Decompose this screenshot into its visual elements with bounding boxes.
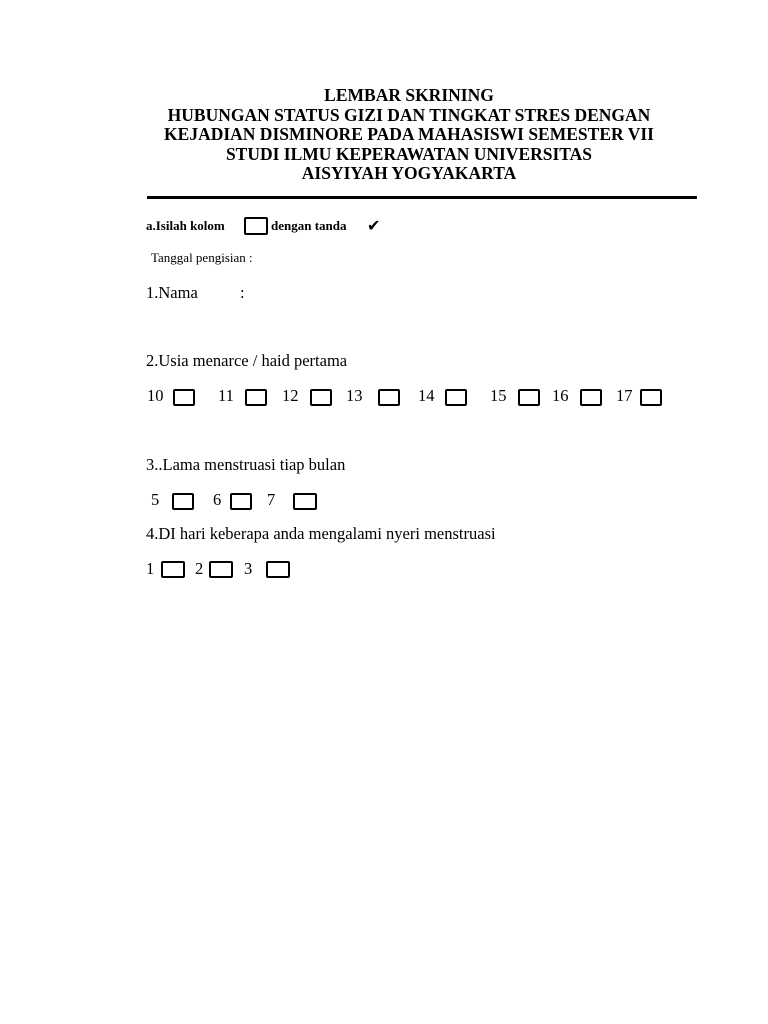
checkmark-icon: ✔	[367, 216, 381, 235]
checkbox-hari-2[interactable]	[209, 561, 233, 578]
header-line-2: HUBUNGAN STATUS GIZI DAN TINGKAT STRES DENGAN	[167, 104, 651, 125]
option-label: 3	[244, 559, 253, 578]
header-line-5: AISYIYAH YOGYAKARTA	[301, 163, 517, 183]
option-label: 1	[146, 559, 155, 578]
option-label: 2	[195, 559, 204, 578]
option-label: 13	[346, 386, 363, 405]
checkbox-usia-12[interactable]	[310, 389, 332, 406]
checkbox-hari-3[interactable]	[266, 561, 290, 578]
header-line-4: STUDI ILMU KEPERAWATAN UNIVERSITAS	[225, 143, 593, 164]
header-divider	[147, 196, 697, 199]
question-3-label: 3..Lama menstruasi tiap bulan	[146, 455, 346, 474]
option-label: 16	[552, 386, 569, 405]
option-label: 14	[418, 386, 435, 405]
option-label: 11	[218, 386, 234, 405]
option-label: 7	[267, 490, 276, 509]
checkbox-lama-6[interactable]	[230, 493, 252, 510]
tanggal-label: Tanggal pengisian :	[151, 250, 253, 265]
form-header	[0, 86, 768, 184]
nama-label: 1.Nama	[146, 283, 198, 302]
checkbox-lama-7[interactable]	[293, 493, 317, 510]
header-title: LEMBAR SKRINING	[324, 85, 494, 105]
instruction-text-1: a.Isilah kolom	[146, 218, 225, 233]
nama-field[interactable]	[252, 284, 552, 302]
checkbox-lama-5[interactable]	[172, 493, 194, 510]
option-label: 5	[151, 490, 160, 509]
checkbox-usia-10[interactable]	[173, 389, 195, 406]
nama-colon: :	[240, 283, 245, 302]
option-label: 6	[213, 490, 222, 509]
checkbox-usia-17[interactable]	[640, 389, 662, 406]
option-label: 10	[147, 386, 164, 405]
checkbox-usia-15[interactable]	[518, 389, 540, 406]
instruction-checkbox-sample	[244, 217, 268, 235]
question-2-label: 2.Usia menarce / haid pertama	[146, 351, 348, 370]
checkbox-usia-11[interactable]	[245, 389, 267, 406]
option-label: 12	[282, 386, 299, 405]
question-4-label: 4.DI hari keberapa anda mengalami nyeri menstruasi	[146, 524, 496, 543]
header-line-3: KEJADIAN DISMINORE PADA MAHASISWI SEMESTER VII	[164, 124, 654, 144]
checkbox-usia-14[interactable]	[445, 389, 467, 406]
option-label: 15	[490, 386, 507, 405]
option-label: 17	[616, 386, 633, 405]
checkbox-usia-13[interactable]	[378, 389, 400, 406]
checkbox-usia-16[interactable]	[580, 389, 602, 406]
checkbox-hari-1[interactable]	[161, 561, 185, 578]
instruction-text-2: dengan tanda	[271, 218, 347, 233]
